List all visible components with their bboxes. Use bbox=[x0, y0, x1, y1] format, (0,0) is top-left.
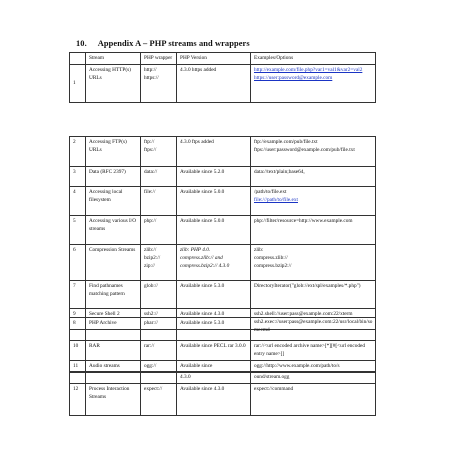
wrapper-cell bbox=[141, 245, 177, 281]
examples-cell: ound/stream.ogg bbox=[251, 372, 376, 384]
header-index-cell bbox=[70, 53, 86, 65]
version-cell: 4.3.0 bbox=[177, 372, 251, 384]
example-value: ssh2.exec://user:pass@example.com:22/usr/local/bin/somecmd bbox=[254, 318, 373, 333]
row-index: 1 bbox=[70, 64, 86, 102]
version-cell: Available since 5.3.0 bbox=[177, 281, 251, 318]
wrapper-value: ftps:// bbox=[144, 146, 157, 153]
examples-cell: php://filter/resource=http://www.example.com bbox=[251, 216, 376, 245]
streams-table-part-4 bbox=[69, 371, 376, 416]
row-index: 11 bbox=[70, 361, 86, 373]
version-cell: Available since 4.3.0 bbox=[177, 383, 251, 415]
examples-cell: DirectoryIterator("glob://ext/spl/examples/*.php") bbox=[251, 281, 376, 318]
section-number: 10. bbox=[76, 39, 87, 48]
table-row bbox=[70, 167, 376, 187]
wrapper-value: zlib:// bbox=[144, 247, 157, 253]
examples-cell bbox=[251, 187, 376, 216]
header-stream: Stream bbox=[86, 53, 141, 65]
example-value: zlib: bbox=[254, 247, 264, 253]
wrapper-value: bzip2:// bbox=[144, 254, 161, 261]
example-link[interactable]: https://user:password@example.com bbox=[254, 74, 333, 81]
wrapper-cell: ogg:// bbox=[141, 361, 177, 373]
row-index: 4 bbox=[70, 187, 86, 216]
wrapper-cell: data:// bbox=[141, 167, 177, 187]
example-value: /path/to/file.ext bbox=[254, 189, 287, 195]
wrapper-value: http:// bbox=[144, 66, 157, 73]
examples-cell bbox=[251, 137, 376, 167]
wrapper-value: ftp:// bbox=[144, 139, 155, 145]
row-index: 8 bbox=[70, 318, 86, 330]
example-value: compress.bzip2:// bbox=[254, 262, 292, 269]
wrapper-cell: phar:// bbox=[141, 318, 177, 330]
stream-cell: Data (RFC 2397) bbox=[86, 167, 141, 187]
example-link[interactable]: http://example.com/file.php?var1=val1&var2=val2 bbox=[254, 66, 363, 73]
version-cell: Available since 5.3.0 bbox=[177, 318, 251, 330]
stream-cell bbox=[86, 372, 141, 384]
stream-cell: Accessing FTP(s) URLs bbox=[86, 137, 141, 167]
table-row-continuation bbox=[70, 372, 376, 384]
version-cell: Available since PECL rar 3.0.0 bbox=[177, 341, 251, 361]
stream-cell: Process Interaction Streams bbox=[86, 383, 141, 415]
row-index: 9 bbox=[70, 309, 86, 341]
stream-cell: Secure Shell 2 bbox=[86, 309, 141, 341]
stream-cell: PHP Archive bbox=[86, 318, 141, 330]
wrapper-cell bbox=[141, 64, 177, 102]
stream-cell: Accessing local filesystem bbox=[86, 187, 141, 216]
header-examples: Examples/Options bbox=[251, 53, 376, 65]
version-cell: Available since 5.0.0 bbox=[177, 216, 251, 245]
header-version: PHP Version bbox=[177, 53, 251, 65]
examples-cell: ogg://http://www.example.com/path/to/s bbox=[251, 361, 376, 373]
row-index: 6 bbox=[70, 245, 86, 281]
table-header-row bbox=[70, 53, 376, 65]
version-cell: 4.3.0 ftps added bbox=[177, 137, 251, 167]
table-row bbox=[70, 309, 376, 341]
header-wrapper: PHP wrapper bbox=[141, 53, 177, 65]
examples-cell bbox=[251, 309, 376, 341]
stream-cell: Accessing HTTP(s) URLs bbox=[86, 64, 141, 102]
example-value: ssh2.shell://user:pass@example.com:22/xterm bbox=[254, 311, 353, 317]
streams-table-part-3 bbox=[69, 308, 376, 373]
table-row bbox=[70, 341, 376, 361]
table-row bbox=[70, 245, 376, 281]
row-index: 10 bbox=[70, 341, 86, 361]
wrapper-cell: file:// bbox=[141, 187, 177, 216]
example-value: ftp://example.com/pub/file.txt bbox=[254, 139, 318, 145]
row-index: 12 bbox=[70, 383, 86, 415]
wrapper-cell: rar:// bbox=[141, 341, 177, 361]
streams-table-part-1 bbox=[69, 52, 376, 103]
wrapper-value: zip:// bbox=[144, 262, 155, 269]
section-heading bbox=[76, 39, 250, 48]
version-cell: Available since 5.0.0 bbox=[177, 187, 251, 216]
section-title: Appendix A – PHP streams and wrappers bbox=[97, 39, 250, 48]
table-row bbox=[70, 137, 376, 167]
version-value: compress.zlib:// and compress.bzip2:// 4.3.0 bbox=[180, 254, 230, 269]
version-value: zlib: PHP 4.0. bbox=[180, 247, 211, 253]
table-row bbox=[70, 187, 376, 216]
version-cell bbox=[177, 245, 251, 281]
stream-cell: Find pathnames matching pattern bbox=[86, 281, 141, 318]
wrapper-cell bbox=[141, 372, 177, 384]
wrapper-cell: php:// bbox=[141, 216, 177, 245]
stream-cell: Compression Streams bbox=[86, 245, 141, 281]
row-index: 7 bbox=[70, 281, 86, 318]
table-row bbox=[70, 216, 376, 245]
stream-cell: Accessing various I/O streams bbox=[86, 216, 141, 245]
row-index: 3 bbox=[70, 167, 86, 187]
row-index: 2 bbox=[70, 137, 86, 167]
examples-cell bbox=[251, 245, 376, 281]
version-cell: Available since 5.2.0 bbox=[177, 167, 251, 187]
wrapper-cell: ssh2:// bbox=[141, 309, 177, 341]
example-value: ftps://user:password@example.com/pub/file.txt bbox=[254, 146, 355, 153]
wrapper-value: https:// bbox=[144, 74, 159, 81]
examples-cell: rar://<url encoded archive name>[*][#[<url encoded entry name>]] bbox=[251, 341, 376, 361]
table-row bbox=[70, 383, 376, 415]
version-cell: Available since bbox=[177, 361, 251, 373]
row-index bbox=[70, 372, 86, 384]
version-cell: 4.3.0 https added bbox=[177, 64, 251, 102]
stream-cell: RAR bbox=[86, 341, 141, 361]
version-cell: Available since 4.3.0 bbox=[177, 309, 251, 341]
streams-table-part-2 bbox=[69, 136, 376, 330]
wrapper-cell: expect:// bbox=[141, 383, 177, 415]
stream-cell: Audio streams bbox=[86, 361, 141, 373]
example-value: compress.zlib:// bbox=[254, 254, 288, 261]
examples-cell: expect://command bbox=[251, 383, 376, 415]
row-index: 5 bbox=[70, 216, 86, 245]
example-link[interactable]: file:///path/to/file.ext bbox=[254, 196, 298, 203]
wrapper-cell: glob:// bbox=[141, 281, 177, 318]
table-row bbox=[70, 64, 376, 102]
examples-cell bbox=[251, 64, 376, 102]
examples-cell: data://text/plain;base64, bbox=[251, 167, 376, 187]
wrapper-cell bbox=[141, 137, 177, 167]
